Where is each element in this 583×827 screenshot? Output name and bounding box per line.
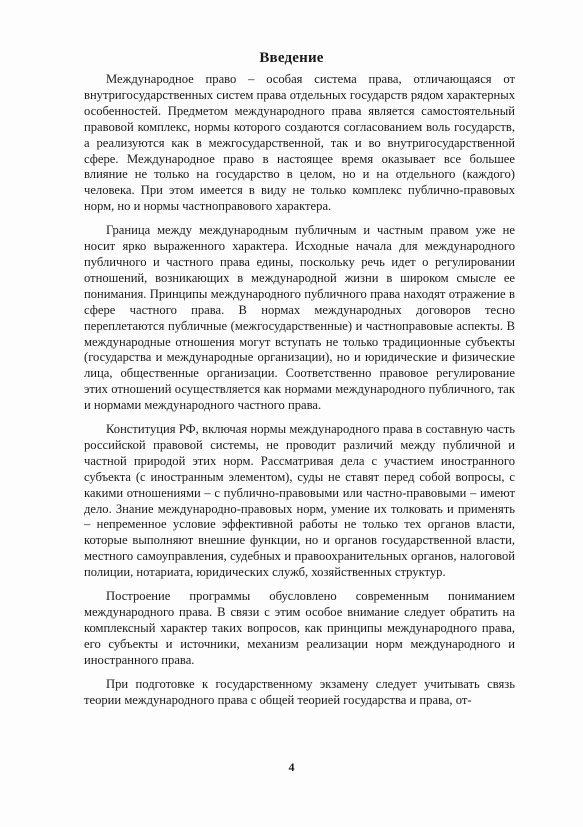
paragraph-1: Международное право – особая система права, отличающаяся от внутригосударственных систем права отдельных государств рядом характерных особенностей. Предметом международного права является самостоятельный правовой комплекс, нормы которого создаются согласованием воль государств, а реализуются как в межгосударственной, так и во внутригосударственной сфере. Международное право в настоящее время оказывает все большее влияние не только на государство в целом, но и на отдельного (каждого) человека. При этом имеется в виду не только комплекс публично-правовых норм, но и нормы частноправового характера. <box>84 72 515 214</box>
body-text <box>84 72 515 716</box>
paragraph-3: Конституция РФ, включая нормы международного права в составную часть российской правовой системы, не проводит различий между публичной и частной природой этих норм. Рассматривая дела с участием иностранного субъекта (с иностранным элементом), суды не ставят перед собой вопросы, с какими отношениями – с публично-правовыми или частно-правовыми – имеют дело. Знание международно-правовых норм, умение их толковать и применять – непременное условие эффективной работы не только тех органов власти, которые выполняют внешние функции, но и органов государственной власти, местного самоуправления, судебных и правоохранительных органов, налоговой полиции, нотариата, юридических служб, хозяйственных структур. <box>84 422 515 580</box>
paragraph-2: Граница между международным публичным и частным правом уже не носит ярко выраженного характера. Исходные начала для международного публичного и частного права едины, поскольку речь идет о регулировании отношений, возникающих в международной жизни в широком смысле ее понимания. Принципы международного публичного права находят отражение в сфере частного права. В нормах международных договоров тесно переплетаются публичные (межгосударственные) и частноправовые аспекты. В международные отношения могут вступать не только традиционные субъекты (государства и международные организации), но и юридические и физические лица, общественные организации. Соответственно правовое регулирование этих отношений осуществляется как нормами международного публичного, так и нормами международного частного права. <box>84 223 515 413</box>
page-title: Введение <box>259 50 324 66</box>
paragraph-5: При подготовке к государственному экзамену следует учитывать связь теории международного права с общей теорией государства и права, от- <box>84 676 515 707</box>
paragraph-4: Построение программы обусловлено современным пониманием международного права. В связи с этим особое внимание следует обратить на комплексный характер таких вопросов, как принципы международного права, его субъекты и источники, механизм реализации норм международного и иностранного права. <box>84 589 515 667</box>
page-number: 4 <box>288 760 295 774</box>
